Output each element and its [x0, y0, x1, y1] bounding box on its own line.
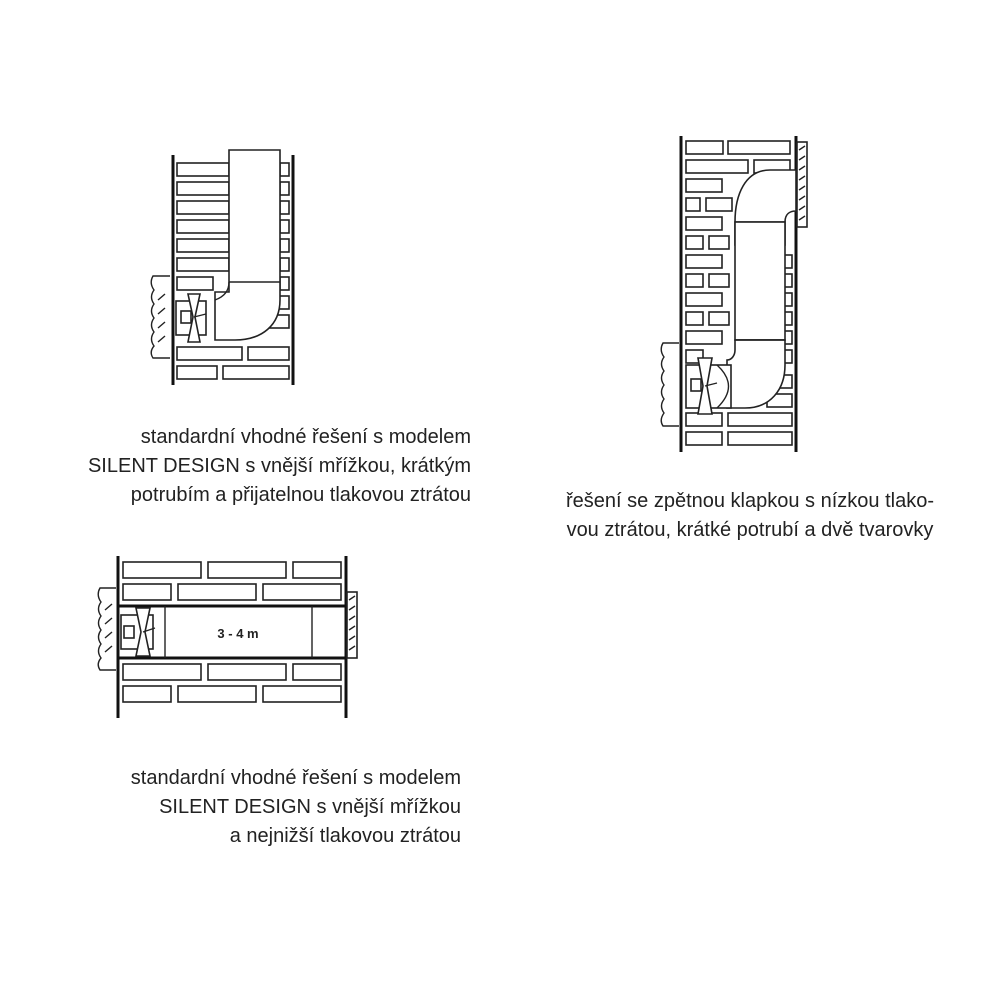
caption-standard-lowest	[131, 764, 461, 851]
vertical-duct	[735, 222, 785, 340]
fan-unit	[686, 358, 731, 414]
caption-line: SILENT DESIGN s vnější mřížkou, krátkým	[87, 455, 471, 477]
caption-line: vou ztrátou, krátké potrubí a dvě tvarovky	[566, 519, 934, 541]
caption-line: řešení se zpětnou klapkou s nízkou tlako-	[566, 490, 934, 512]
indoor-grille	[98, 588, 116, 670]
caption-line: standardní vhodné řešení s modelem	[130, 767, 461, 789]
outdoor-grille	[347, 592, 357, 658]
duct-length-label: 3 - 4 m	[217, 626, 259, 641]
caption-line: potrubím a přijatelnou tlakovou ztrátou	[130, 484, 471, 506]
diagram-straight-duct	[98, 556, 357, 718]
caption-line: SILENT DESIGN s vnější mřížkou	[159, 796, 461, 818]
diagram-backdraft	[661, 136, 807, 452]
caption-standard-short	[88, 423, 471, 510]
outdoor-grille	[797, 142, 807, 227]
caption-backdraft	[520, 487, 980, 545]
caption-line: standardní vhodné řešení s modelem	[140, 426, 471, 448]
caption-line: a nejnižší tlakovou ztrátou	[229, 825, 461, 847]
diagram-short-duct	[151, 150, 293, 385]
indoor-grille	[661, 343, 679, 426]
fan-unit	[176, 294, 206, 342]
fan-unit	[121, 608, 155, 656]
indoor-grille	[151, 276, 170, 358]
